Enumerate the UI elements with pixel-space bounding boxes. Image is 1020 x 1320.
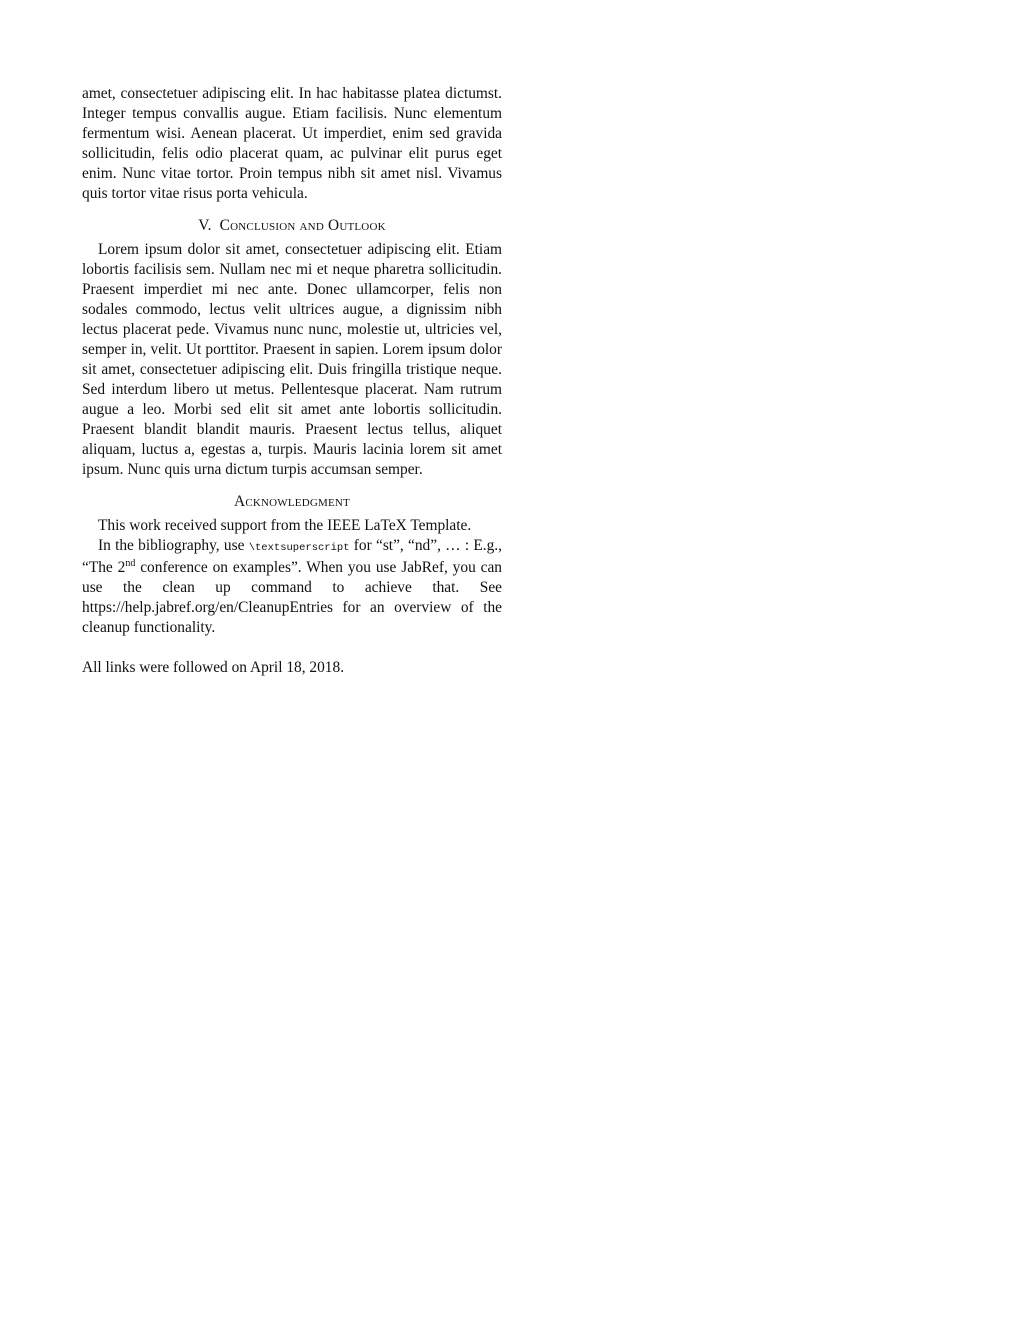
- continued-paragraph: amet, consectetuer adipiscing elit. In hac habitasse platea dictumst. Integer tempus convallis augue. Etiam facilisis. Nunc elementum fermentum wisi. Aenean placerat. Ut imperdiet, enim sed gravida sollicitudin, felis odio placerat quam, ac pulvinar elit purus eget enim. Nunc vitae tortor. Proin tempus nibh sit amet nisl. Vivamus quis tortor vitae risus porta vehicula.: [82, 85, 502, 202]
- section-heading-conclusion: [82, 216, 502, 236]
- text-column: [82, 84, 502, 678]
- ack-text-part-3: conference on examples”. When you use JabRef, you can use the clean up command to achieve that. See https://help.jabref.org/en/CleanupEntries for an overview of the cleanup functionality.: [82, 559, 502, 636]
- ack-superscript: nd: [125, 558, 136, 569]
- ack-text-part-1: In the bibliography, use: [98, 537, 249, 554]
- ack-code-command: \textsuperscript: [248, 542, 350, 554]
- ack-text-part-2: for “st”, “nd”, … : E.g., “The 2: [82, 537, 503, 576]
- section-heading-acknowledgment: Acknowledgment: [234, 493, 350, 510]
- acknowledgment-paragraph-1: This work received support from the IEEE LaTeX Template.: [98, 517, 472, 534]
- section-number: V.: [198, 217, 212, 234]
- acknowledgment-paragraph-2: [82, 536, 502, 638]
- section-title: Conclusion and Outlook: [219, 217, 386, 234]
- conclusion-paragraph: Lorem ipsum dolor sit amet, consectetuer adipiscing elit. Etiam lobortis facilisis sem. Nullam nec mi et neque pharetra sollicitudin. Praesent imperdiet mi nec ante. Donec ullamcorper, felis non sodales commodo, lectus velit ultrices augue, a dignissim nibh lectus placerat pede. Vivamus nunc nunc, molestie ut, ultricies vel, semper in, velit. Ut porttitor. Praesent in sapien. Lorem ipsum dolor sit amet, consectetuer adipiscing elit. Duis fringilla tristique neque. Sed interdum libero ut metus. Pellentesque placerat. Nam rutrum augue a leo. Morbi sed elit sit amet ante lobortis sollicitudin. Praesent blandit blandit mauris. Praesent lectus tellus, aliquet aliquam, luctus a, egestas a, turpis. Mauris lacinia lorem sit amet ipsum. Nunc quis urna dictum turpis accumsan semper.: [82, 241, 502, 478]
- links-followed-note: All links were followed on April 18, 2018.: [82, 659, 345, 676]
